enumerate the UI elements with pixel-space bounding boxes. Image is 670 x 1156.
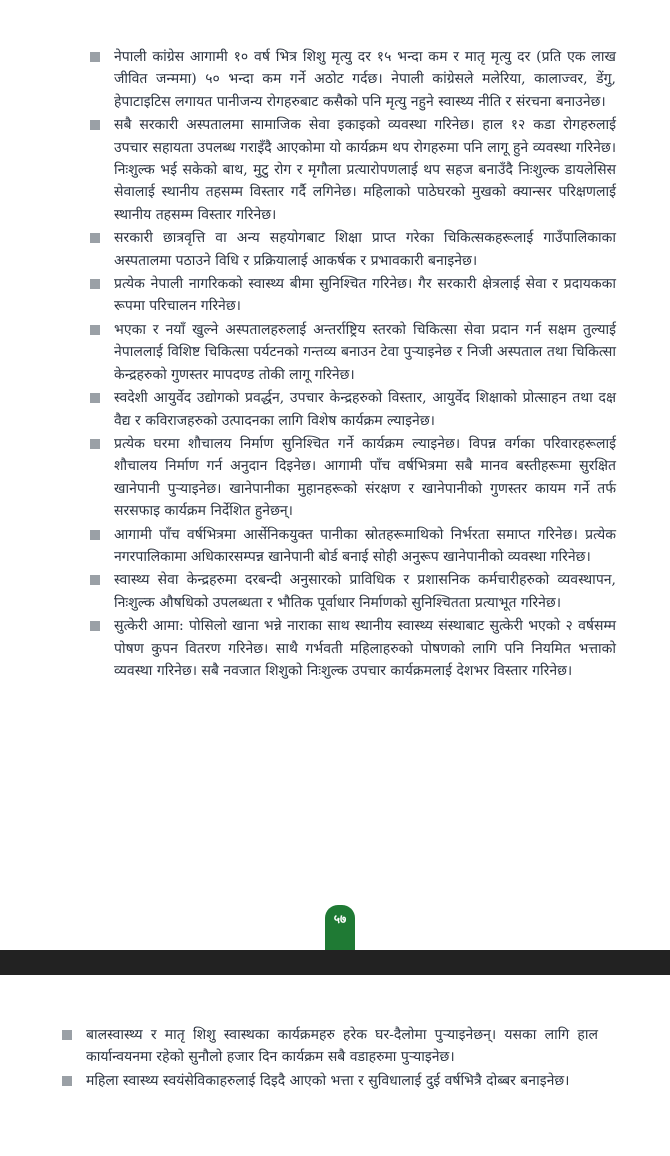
list-item (86, 227, 616, 272)
list-item-text: सरकारी छात्रवृत्ति वा अन्य सहयोगबाट शिक्षा प्राप्त गरेका चिकित्सकहरूलाई गाउँपालिकाका अस्पतालमा पठाउने विधि र प्रक्रियालाई आकर्षक र प्रभावकारी बनाइनेछ। (114, 230, 616, 269)
list-item-text: आगामी पाँच वर्षभित्रमा आर्सेनिकयुक्त पानीका स्रोतहरूमाथिको निर्भरता समाप्त गरिनेछ। प्रत्येक नगरपालिकामा अधिकारसम्पन्न खानेपानी बोर्ड बनाई सोही अनुरूप खानेपानीको व्यवस्था गरिनेछ। (114, 526, 616, 565)
list-item (86, 273, 616, 318)
square-bullet-icon (62, 1030, 72, 1040)
list-item-text: सुत्केरी आमा: पोसिलो खाना भन्ने नाराका साथ स्थानीय स्वास्थ्य संस्थाबाट सुत्केरी भएको २ वर्षसम्म पोषण कुपन वितरण गरिनेछ। साथै गर्भवती महिलाहरुको पोषणको लागि पनि नियमित भत्ताको व्यवस्था गरिनेछ। सबै नवजात शिशुको निःशुल्क उपचार कार्यक्रमलाई देशभर विस्तार गरिनेछ। (114, 618, 616, 679)
list-item (58, 1070, 598, 1092)
list-item-text: प्रत्येक घरमा शौचालय निर्माण सुनिश्चित गर्ने कार्यक्रम ल्याइनेछ। विपन्न वर्गका परिवारहरूलाई शौचालय निर्माण गर्न अनुदान दिइनेछ। आगामी पाँच वर्षभित्रमा सबै मानव बस्तीहरूमा सुरक्षित खानेपानी पुऱ्याइनेछ। खानेपानीका मुहानहरूको संरक्षण र खानेपानीको गुणस्तर कायम गर्ने तर्फ सरसफाइ कार्यक्रम निर्देशित हुनेछन्। (114, 435, 616, 520)
square-bullet-icon (90, 575, 100, 585)
list-item-text: भएका र नयाँ खुल्ने अस्पतालहरुलाई अन्तर्राष्ट्रिय स्तरको चिकित्सा सेवा प्रदान गर्न सक्षम तुल्याई नेपाललाई विशिष्ट चिकित्सा पर्यटनको गन्तव्य बनाउन टेवा पुऱ्याइनेछ र निजी अस्पताल तथा चिकित्सा केन्द्रहरुको गुणस्तर मापदण्ड तोकी लागू गरिनेछ। (114, 321, 616, 383)
page-number: ५७ (325, 905, 355, 951)
square-bullet-icon (90, 52, 100, 62)
square-bullet-icon (90, 279, 100, 289)
square-bullet-icon (90, 120, 100, 130)
square-bullet-icon (62, 1076, 72, 1086)
list-item-text: बालस्वास्थ्य र मातृ शिशु स्वास्थका कार्यक्रमहरु हरेक घर-दैलोमा पुऱ्याइनेछन्। यसका लागि हाल कार्यान्वयनमा रहेको सुनौलो हजार दिन कार्यक्रम सबै वडाहरुमा पुऱ्याइनेछ। (86, 1027, 598, 1066)
square-bullet-icon (90, 393, 100, 403)
list-item (86, 387, 616, 432)
list-item-text: स्वास्थ्य सेवा केन्द्रहरुमा दरबन्दी अनुसारको प्राविधिक र प्रशासनिक कर्मचारीहरुको व्यवस्थापन, निःशुल्क औषधिको उपलब्धता र भौतिक पूर्वाधार निर्माणको सुनिश्चितता प्रत्याभूत गरिनेछ। (114, 572, 616, 611)
list-item (58, 1024, 598, 1069)
list-item (86, 433, 616, 523)
list-item (86, 569, 616, 614)
list-item (86, 46, 616, 113)
page-divider (0, 950, 670, 975)
square-bullet-icon (90, 439, 100, 449)
list-item-text: सबै सरकारी अस्पतालमा सामाजिक सेवा इकाइको व्यवस्था गरिनेछ। हाल १२ कडा रोगहरुलाई उपचार सहायता उपलब्ध गराइँदै आएकोमा यो कार्यक्रम थप रोगहरुमा पनि लागू हुने व्यवस्था गरिनेछ। निःशुल्क भई सकेको बाथ, मुटु रोग र मृगौला प्रत्यारोपणलाई थप सहज बनाउँदै निःशुल्क डायलेसिस सेवालाई स्थानीय तहसम्म विस्तार गर्दै लगिनेछ। महिलाको पाठेघरको मुखको क्यान्सर परिक्षणलाई स्थानीय तहसम्म विस्तार गरिनेछ। (114, 117, 616, 223)
list-item (86, 319, 616, 386)
square-bullet-icon (90, 325, 100, 335)
list-item (86, 524, 616, 569)
list-item (86, 114, 616, 226)
list-item-text: स्वदेशी आयुर्वेद उद्योगको प्रवर्द्धन, उपचार केन्द्रहरुको विस्तार, आयुर्वेद शिक्षाको प्रोत्साहन तथा दक्ष वैद्य र कविराजहरुको उत्पादनका लागि विशेष कार्यक्रम ल्याइनेछ। (114, 390, 616, 429)
list-item-text: नेपाली कांग्रेस आगामी १० वर्ष भित्र शिशु मृत्यु दर १५ भन्दा कम र मातृ मृत्यु दर (प्रति एक लाख जीवित जन्ममा) ५० भन्दा कम गर्ने अठोट गर्दछ। नेपाली कांग्रेसले मलेरिया, कालाज्वर, डेंगु, हेपाटाइटिस लगायत पानीजन्य रोगहरुबाट कसैको पनि मृत्यु नहुने स्वास्थ्य नीति र संरचना बनाउनेछ। (114, 49, 616, 110)
list-item-text: प्रत्येक नेपाली नागरिकको स्वास्थ्य बीमा सुनिश्चित गरिनेछ। गैर सरकारी क्षेत्रलाई सेवा र प्रदायकका रूपमा परिचालन गरिनेछ। (114, 276, 616, 315)
square-bullet-icon (90, 233, 100, 243)
health-policy-list (86, 46, 616, 683)
square-bullet-icon (90, 621, 100, 631)
list-item-text: महिला स्वास्थ्य स्वयंसेविकाहरुलाई दिइदै आएको भत्ता र सुविधालाई दुई वर्षभित्रै दोब्बर बनाइनेछ। (86, 1072, 570, 1089)
list-item (86, 615, 616, 682)
health-policy-list-continued (58, 1024, 598, 1093)
square-bullet-icon (90, 530, 100, 540)
